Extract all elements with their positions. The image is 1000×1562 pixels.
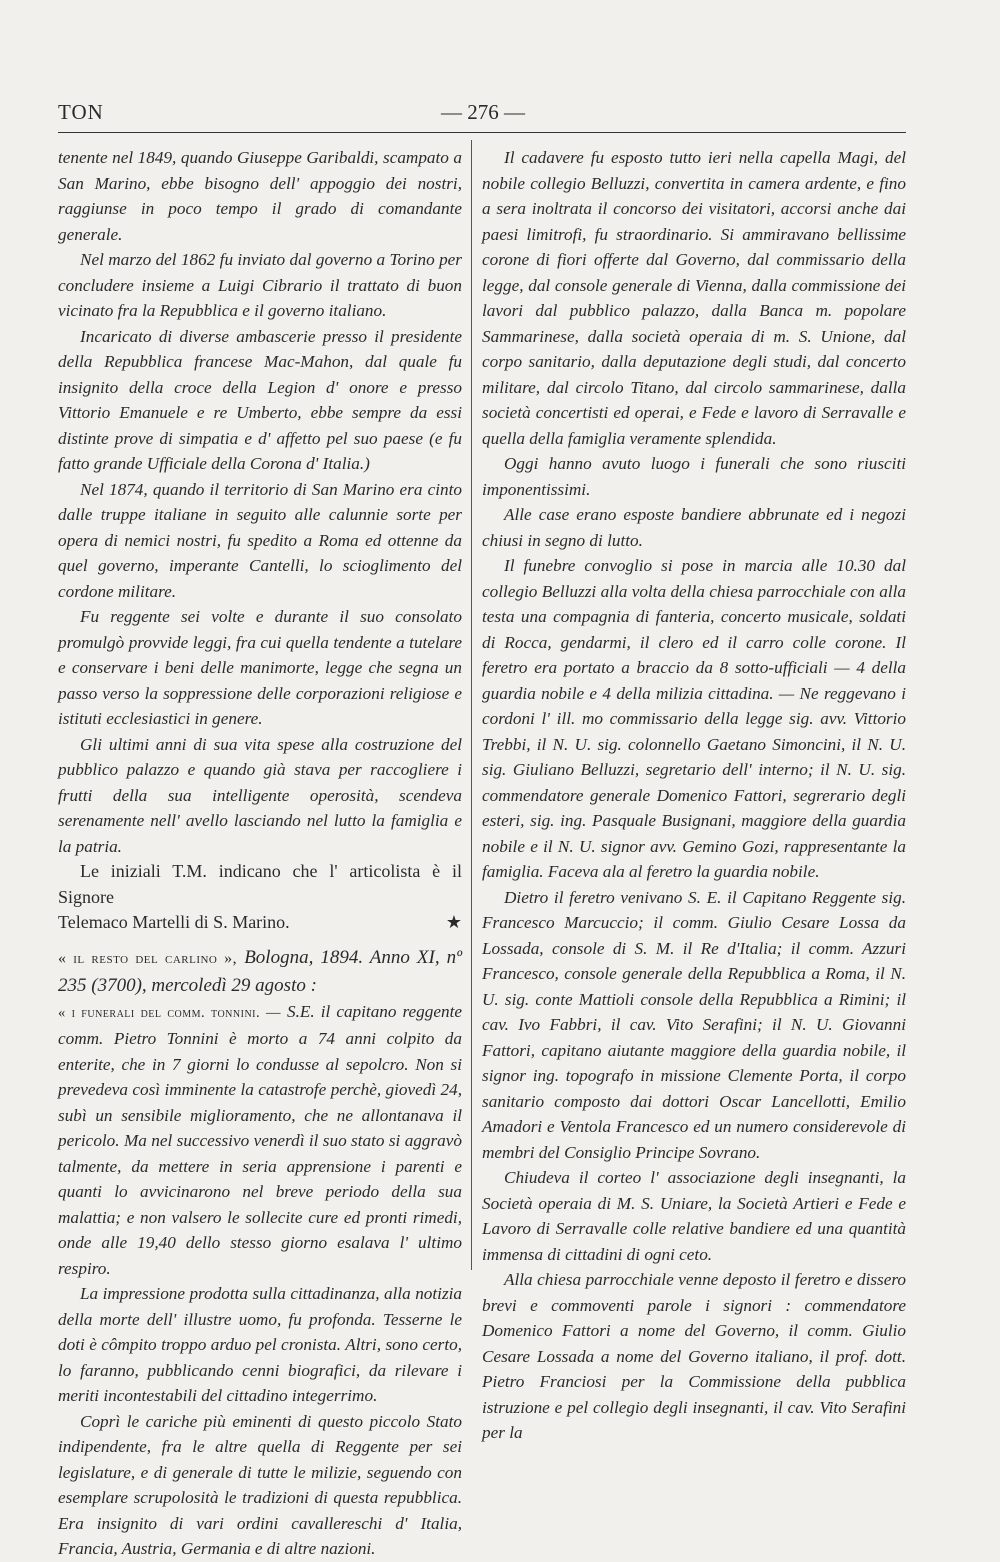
paragraph: La impressione prodotta sulla cittadinanza, alla notizia della morte dell' illustre uomo, fu profonda. Tesserne le doti è cômpito troppo arduo pel cronista. Altri, sono certo, lo faranno, pubblicando cenni biografici, da rilevare i meriti incontestabili del cittadino integerrimo. (58, 1284, 462, 1405)
left-column (58, 145, 462, 1562)
paragraph: Oggi hanno avuto luogo i funerali che sono riusciti imponentissimi. (482, 454, 906, 499)
page-header (58, 100, 906, 130)
paragraph: Dietro il feretro venivano S. E. il Capitano Reggente sig. Francesco Marcuccio; il comm. Giulio Cesare Lossa da Lossada, console di S. M. il Re d'Italia; il comm. Azzuri Francesco, console generale della Repubblica a Roma, il N. U. sig. conte Mattioli console della Repubblica a Rimini; il cav. Ivo Fabbri, il cav. Vito Serafini; il N. U. Giovanni Fattori, capitano aiutante maggiore della guardia nobile, il signor ing. topografo in missione Clemente Porta, il corpo sanitario composto dai dottori Oscar Lancellotti, Emilio Amadori e Ventola Francesco ed un numero considerevole di membri del Consiglio Principe Sovrano. (482, 887, 906, 1162)
header-rule (58, 132, 906, 133)
paragraph: tenente nel 1849, quando Giuseppe Garibaldi, scampato a San Marino, ebbe bisogno dell' appoggio dei nostri, raggiunse in poco tempo il grado di comandante generale. (58, 148, 462, 244)
funeral-heading: « i funerali del comm. tonnini. — (58, 1004, 281, 1021)
spacer (58, 936, 462, 944)
page-number: — 276 — (441, 100, 525, 124)
paragraph: Alla chiesa parrocchiale venne deposto il feretro e dissero brevi e commoventi parole i signori : commendatore Domenico Fattori a nome del Governo, il comm. Giulio Cesare Lossada a nome del Governo italiano, il prof. dott. Pietro Franciosi per la Commissione della pubblica istruzione e pel collegio degli insegnanti, il cav. Vito Serafini per la (482, 1270, 906, 1442)
paragraph: Alle case erano esposte bandiere abbrunate ed i negozi chiusi in segno di lutto. (482, 505, 906, 550)
column-divider (471, 140, 472, 1270)
attribution-name: Telemaco Martelli di S. Marino. (58, 912, 290, 932)
running-head: TON (58, 100, 104, 124)
right-column (482, 145, 906, 1446)
star-icon: ★ (445, 912, 462, 932)
paragraph: Il cadavere fu esposto tutto ieri nella capella Magi, del nobile collegio Belluzzi, convertita in camera ardente, e fino a sera inoltrata il concorso dei visitatori, accorsi anche dai paesi limitrofi, fu straordinario. Si ammiravano bellissime corone di fiori offerte dal Governo, dal commissario della legge, dal console generale di Vienna, dalla commissione dei lavori dal pubblico palazzo, dalla Banca m. popolare Sammarinese, dalla società operaia di m. S. Unione, dal corpo sanitario, dalla deputazione degli studi, dal concerto militare, dal circolo Titano, dal circolo sammarinese, dalla società concertisti ed operai, e Fede e lavoro di Serravalle e quella della famiglia veramente splendida. (482, 148, 906, 448)
paragraph: Coprì le cariche più eminenti di questo piccolo Stato indipendente, fra le altre quella di Reggente per sei legislature, e di generale di tutte le milizie, seguendo con esemplare scrupolosità le tradizioni di questa repubblica. Era insignito di vari ordini cavallereschi d' Italia, Francia, Austria, Germania e di altre nazioni. (58, 1411, 462, 1558)
source-details: Bologna, 1894. Anno XI, nº 235 (3700), mercoledì 29 agosto : (58, 946, 462, 996)
funeral-text: S.E. il capitano reggente comm. Pietro Tonnini è morto a 74 anni colpito da enterite, che in 7 giorni lo condusse al sepolcro. Non si prevedeva così imminente la catastrofe perchè, giovedì 24, subì un sensibile miglioramento, che ne allontanava il pericolo. Ma nel successivo venerdì il suo stato si aggravò talmente, da mettere in seria apprensione i parenti e quanti lo avvicinarono nel breve periodo della sua malattia; e non valsero le sollecite cure ed pronti rimedi, onde alle 19,40 dello stesso giorno esalava l' ultimo respiro. (58, 1001, 462, 1278)
paragraph: Gli ultimi anni di sua vita spese alla costruzione del pubblico palazzo e quando già stava per raccogliere i frutti della sua intelligente operosità, scendeva serenamente nell' avello lasciando nel lutto la famiglia e la patria. (58, 734, 462, 856)
attribution-line (58, 910, 462, 936)
paragraph: Incaricato di diverse ambascerie presso il presidente della Repubblica francese Mac-Mahon, dal quale fu insignito della croce della Legion d' onore e presso Vittorio Emanuele e re Umberto, ebbe sempre da essi distinte prove di simpatia e d' affetto pel suo paese (e fu fatto grande Ufficiale della Corona d' Italia.) (58, 326, 462, 473)
paragraph: Nel 1874, quando il territorio di San Marino era cinto dalle truppe italiane in seguito alle calunnie sorte per opera di nemici nostri, fu spedito a Roma ed ottenne da quel governo, imperante Cantelli, lo scioglimento del cordone militare. (58, 479, 462, 601)
paragraph: Chiudeva il corteo l' associazione degli insegnanti, la Società operaia di M. S. Uniare, la Società Artieri e Fede e Lavoro di Serravalle colle relative bandiere ed una quantità immensa di cittadini di ogni ceto. (482, 1168, 906, 1264)
source-heading (58, 944, 462, 999)
attribution-line: Le iniziali T.M. indicano che l' articolista è il Signore (58, 861, 462, 907)
newspaper-name: « il resto del carlino », (58, 949, 238, 967)
paragraph: Fu reggente sei volte e durante il suo consolato promulgò provvide leggi, fra cui quella tendente a tutelare e conservare i beni delle manimorte, legge che segna un passo verso la soppressione delle corporazioni religiose e istituti ecclesiastici in genere. (58, 607, 462, 728)
paragraph: Nel marzo del 1862 fu inviato dal governo a Torino per concludere insieme a Luigi Cibrario il trattato di buon vicinato fra la Repubblica e il governo italiano. (58, 250, 462, 320)
paragraph: Il funebre convoglio si pose in marcia alle 10.30 dal collegio Belluzzi alla volta della chiesa parrocchiale con alla testa una compagnia di fanteria, concerto musicale, soldati di Rocca, gendarmi, il clero ed il carro colle corone. Il feretro era portato a braccio da 8 sotto-ufficiali — 4 della guardia nobile e 4 della milizia cittadina. — Ne reggevano i cordoni l' ill. mo commissario della legge sig. avv. Vittorio Trebbi, il N. U. sig. colonnello Gaetano Simoncini, il N. U. sig. Giuliano Belluzzi, segretario dell' interno; il N. U. sig. commendatore generale Domenico Fattori, segrerario degli esteri, sig. ing. Pasquale Busignani, maggiore della guardia nobile e il N. U. signor avv. Gemino Gozi, rappresentante la famiglia. Faceva ala al feretro la guardia nobile. (482, 556, 906, 881)
funeral-paragraph (58, 999, 462, 1282)
